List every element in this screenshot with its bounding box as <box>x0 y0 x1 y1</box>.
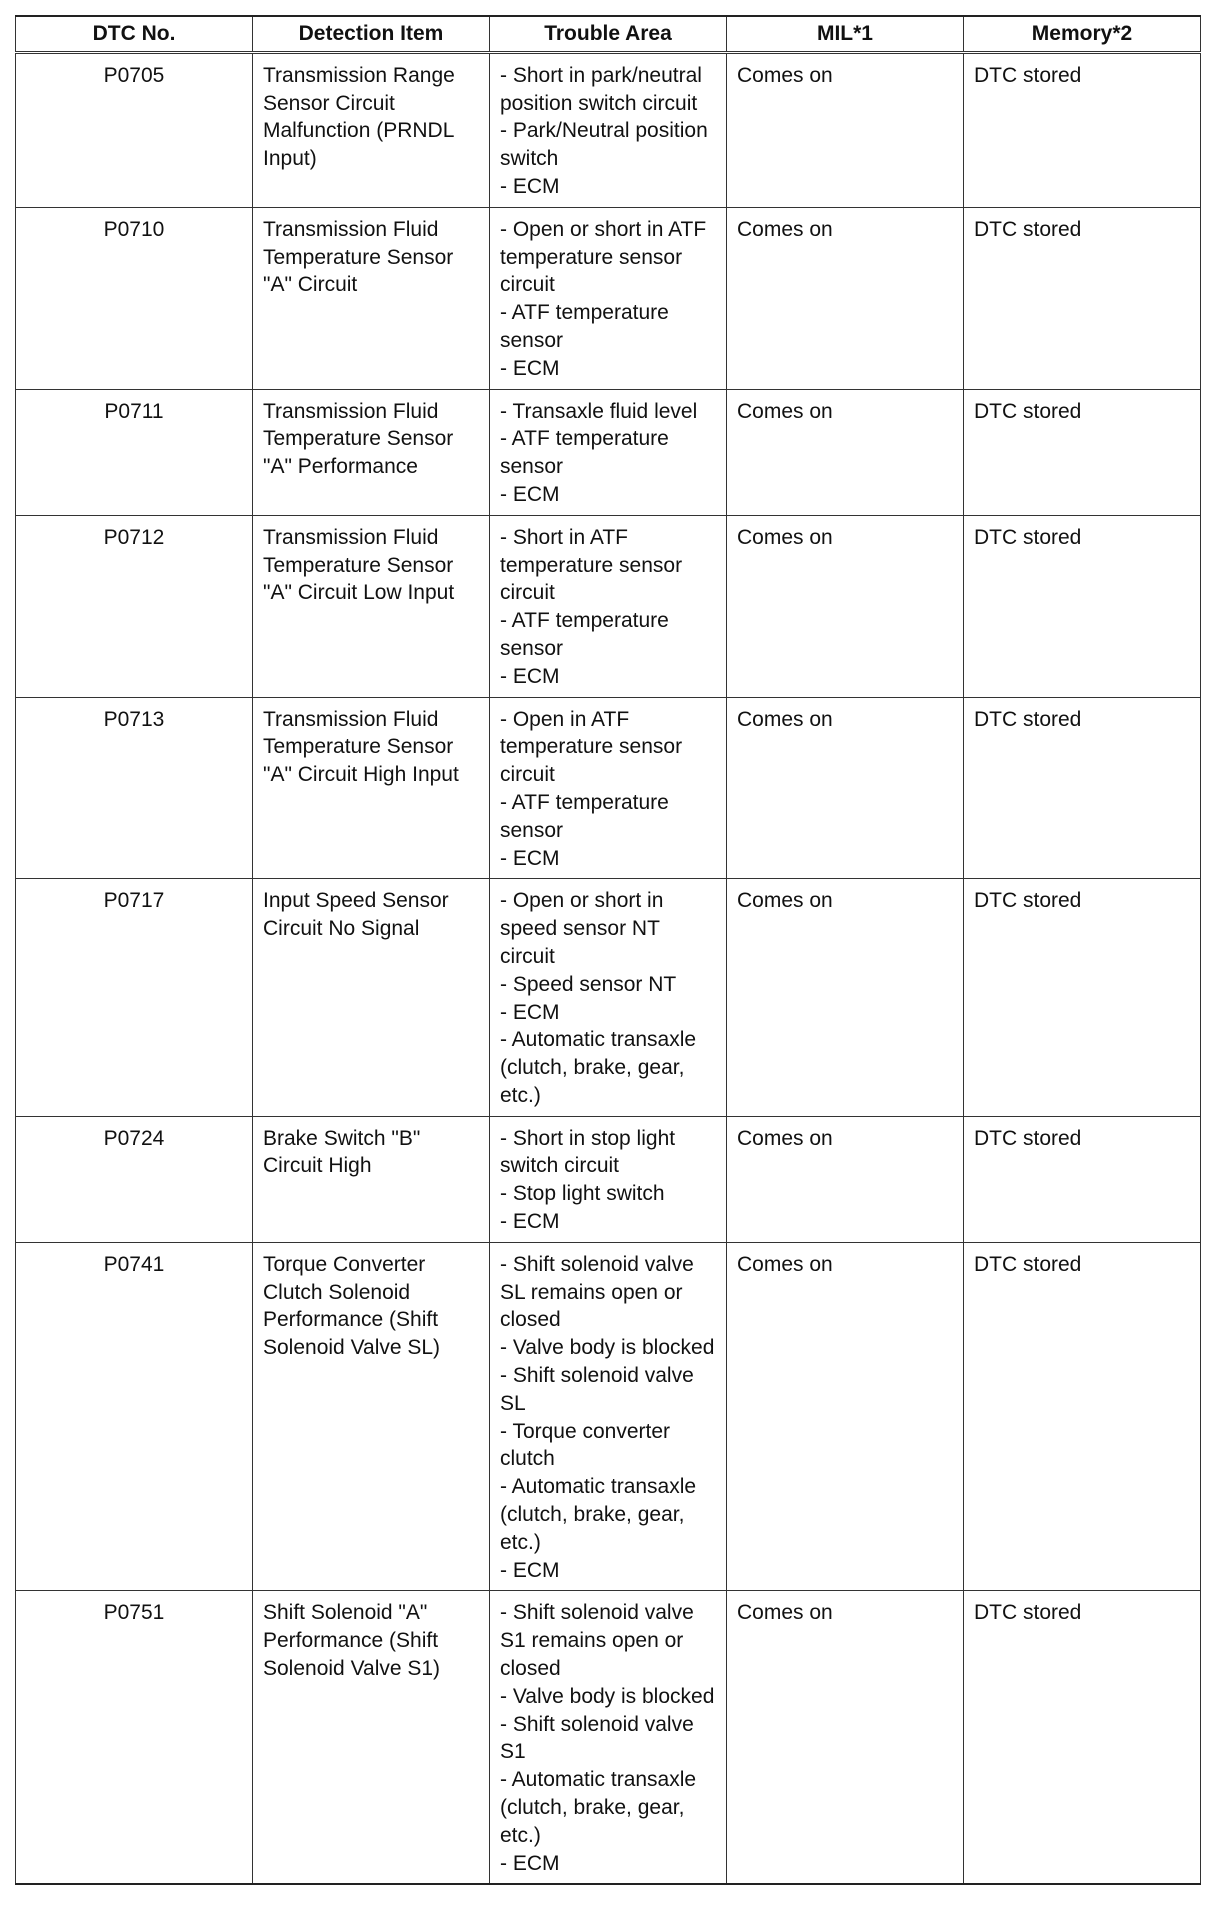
table-row <box>16 1242 1201 1591</box>
trouble-area-entry: - ECM <box>500 1210 560 1234</box>
detection-item-cell: Transmission Fluid Temperature Sensor "A" Performance <box>253 389 490 515</box>
dtc-number-cell: P0724 <box>16 1116 253 1242</box>
trouble-area-entry: - Valve body is blocked <box>500 1684 715 1708</box>
mil-cell: Comes on <box>727 1591 964 1884</box>
trouble-area-entry: - Valve body is blocked <box>500 1336 715 1360</box>
trouble-area-entry: - Shift solenoid valve S1 <box>500 1712 694 1764</box>
trouble-area-entry: - Park/Neutral position switch <box>500 119 708 171</box>
trouble-area-cell <box>490 515 727 697</box>
dtc-table-container <box>15 15 1200 1885</box>
trouble-area-cell <box>490 697 727 879</box>
mil-cell: Comes on <box>727 207 964 389</box>
mil-cell: Comes on <box>727 879 964 1116</box>
table-row <box>16 879 1201 1116</box>
table-row <box>16 697 1201 879</box>
trouble-area-entry: - Shift solenoid valve SL <box>500 1364 694 1415</box>
trouble-area-entry: - Speed sensor NT <box>500 972 677 996</box>
trouble-area-entry: - ECM <box>500 356 560 380</box>
detection-item-cell: Input Speed Sensor Circuit No Signal <box>253 879 490 1116</box>
trouble-area-entry: - ATF temperature sensor <box>500 301 669 352</box>
trouble-area-cell <box>490 1591 727 1884</box>
memory-cell: DTC stored <box>964 1591 1201 1884</box>
memory-cell: DTC stored <box>964 52 1201 207</box>
header-trouble-area: Trouble Area <box>490 16 727 52</box>
header-memory: Memory*2 <box>964 16 1201 52</box>
dtc-number-cell: P0710 <box>16 207 253 389</box>
dtc-number-cell: P0713 <box>16 697 253 879</box>
trouble-area-cell <box>490 52 727 207</box>
memory-cell: DTC stored <box>964 515 1201 697</box>
detection-item-cell: Transmission Fluid Temperature Sensor "A" Circuit High Input <box>253 697 490 879</box>
detection-item-cell: Torque Converter Clutch Solenoid Performance (Shift Solenoid Valve SL) <box>253 1242 490 1591</box>
trouble-area-cell <box>490 207 727 389</box>
trouble-area-entry: - Short in stop light switch circuit <box>500 1126 676 1178</box>
trouble-area-entry: - Short in ATF temperature sensor circuit <box>500 525 683 605</box>
trouble-area-cell <box>490 1116 727 1242</box>
table-row <box>16 515 1201 697</box>
memory-cell: DTC stored <box>964 207 1201 389</box>
trouble-area-entry: - Automatic transaxle (clutch, brake, gear, etc.) <box>500 1028 697 1107</box>
memory-cell: DTC stored <box>964 389 1201 515</box>
memory-cell: DTC stored <box>964 697 1201 879</box>
trouble-area-cell <box>490 879 727 1116</box>
table-header-row <box>16 16 1201 52</box>
detection-item-cell: Transmission Fluid Temperature Sensor "A" Circuit Low Input <box>253 515 490 697</box>
detection-item-cell: Brake Switch "B" Circuit High <box>253 1116 490 1242</box>
trouble-area-entry: - Stop light switch <box>500 1182 665 1206</box>
trouble-area-entry: - Automatic transaxle (clutch, brake, gear, etc.) <box>500 1475 697 1554</box>
mil-cell: Comes on <box>727 515 964 697</box>
mil-cell: Comes on <box>727 1242 964 1591</box>
dtc-table <box>15 15 1201 1885</box>
trouble-area-entry: - Open in ATF temperature sensor circuit <box>500 707 683 787</box>
detection-item-cell: Transmission Fluid Temperature Sensor "A" Circuit <box>253 207 490 389</box>
dtc-number-cell: P0711 <box>16 389 253 515</box>
trouble-area-entry: - Short in park/neutral position switch circuit <box>500 63 702 115</box>
mil-cell: Comes on <box>727 52 964 207</box>
header-dtc-no: DTC No. <box>16 16 253 52</box>
trouble-area-entry: - Automatic transaxle (clutch, brake, gear, etc.) <box>500 1768 697 1847</box>
table-body <box>16 52 1201 1884</box>
header-mil: MIL*1 <box>727 16 964 52</box>
dtc-number-cell: P0741 <box>16 1242 253 1591</box>
trouble-area-entry: - Shift solenoid valve S1 remains open or closed <box>500 1601 694 1681</box>
trouble-area-entry: - ATF temperature sensor <box>500 609 669 660</box>
trouble-area-entry: - ECM <box>500 174 560 198</box>
table-row <box>16 1591 1201 1884</box>
table-row <box>16 207 1201 389</box>
memory-cell: DTC stored <box>964 1242 1201 1591</box>
table-row <box>16 1116 1201 1242</box>
memory-cell: DTC stored <box>964 879 1201 1116</box>
trouble-area-entry: - Open or short in speed sensor NT circuit <box>500 889 664 968</box>
trouble-area-cell <box>490 1242 727 1591</box>
trouble-area-entry: - ECM <box>500 482 560 506</box>
trouble-area-entry: - ECM <box>500 664 560 688</box>
trouble-area-entry: - Transaxle fluid level <box>500 399 698 423</box>
trouble-area-entry: - ECM <box>500 1000 560 1024</box>
trouble-area-entry: - ECM <box>500 1558 560 1582</box>
trouble-area-entry: - ECM <box>500 1851 560 1875</box>
mil-cell: Comes on <box>727 389 964 515</box>
table-row <box>16 389 1201 515</box>
mil-cell: Comes on <box>727 1116 964 1242</box>
trouble-area-entry: - Open or short in ATF temperature sensor circuit <box>500 217 707 297</box>
detection-item-cell: Transmission Range Sensor Circuit Malfunction (PRNDL Input) <box>253 52 490 207</box>
trouble-area-entry: - Torque converter clutch <box>500 1419 671 1471</box>
memory-cell: DTC stored <box>964 1116 1201 1242</box>
dtc-number-cell: P0705 <box>16 52 253 207</box>
dtc-number-cell: P0717 <box>16 879 253 1116</box>
trouble-area-cell <box>490 389 727 515</box>
table-row <box>16 52 1201 207</box>
trouble-area-entry: - ATF temperature sensor <box>500 427 669 479</box>
trouble-area-entry: - Shift solenoid valve SL remains open or closed <box>500 1252 694 1332</box>
trouble-area-entry: - ATF temperature sensor <box>500 790 669 842</box>
trouble-area-entry: - ECM <box>500 846 560 870</box>
detection-item-cell: Shift Solenoid "A" Performance (Shift Solenoid Valve S1) <box>253 1591 490 1884</box>
dtc-number-cell: P0751 <box>16 1591 253 1884</box>
mil-cell: Comes on <box>727 697 964 879</box>
header-detection-item: Detection Item <box>253 16 490 52</box>
dtc-number-cell: P0712 <box>16 515 253 697</box>
